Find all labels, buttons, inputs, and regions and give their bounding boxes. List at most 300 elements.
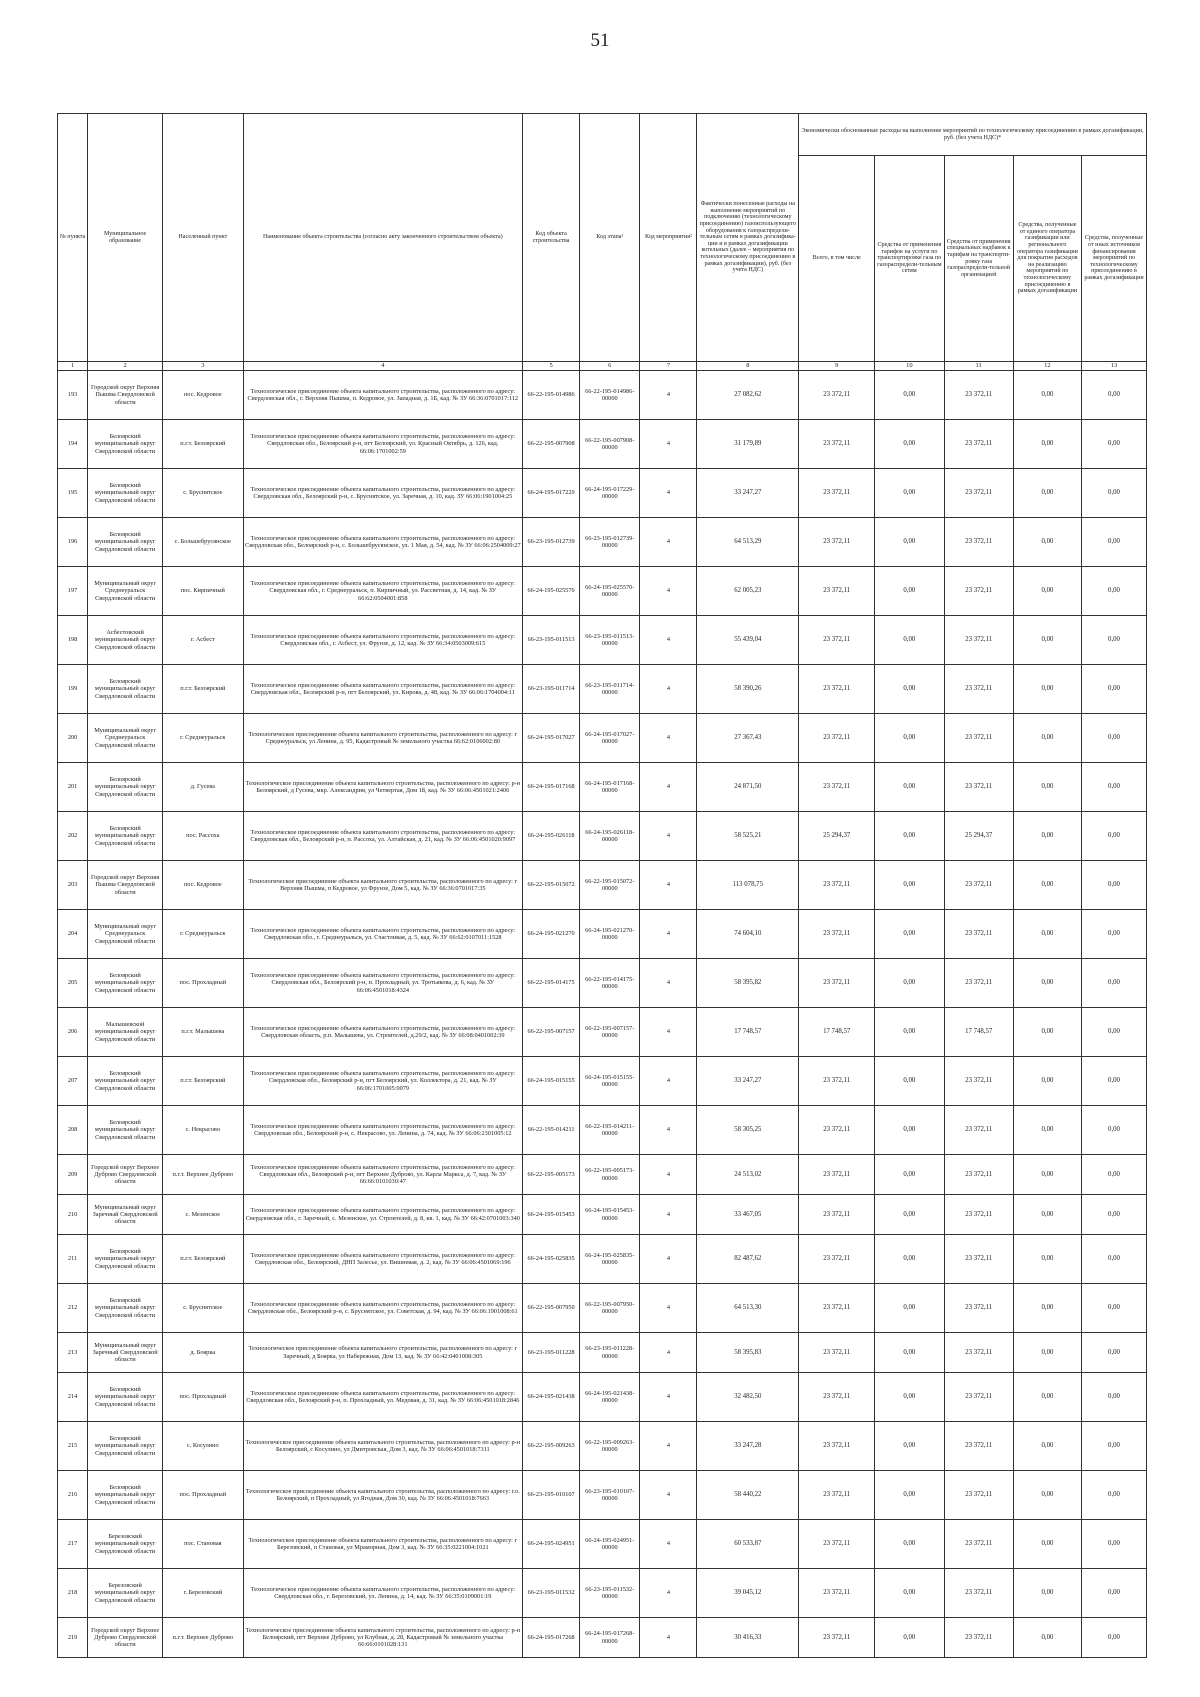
cell-object-code: 66-22-195-015072 xyxy=(523,861,580,910)
cell-other-funds: 0,00 xyxy=(1082,1106,1147,1155)
cell-row-number: 206 xyxy=(58,1008,88,1057)
cell-markup-funds: 23 372,11 xyxy=(944,1155,1013,1195)
cell-total: 23 372,11 xyxy=(799,665,875,714)
cell-markup-funds: 23 372,11 xyxy=(944,910,1013,959)
cell-activity-code: 4 xyxy=(640,714,697,763)
cell-markup-funds: 23 372,11 xyxy=(944,1195,1013,1235)
cell-activity-code: 4 xyxy=(640,1471,697,1520)
cell-tariff-funds: 0,00 xyxy=(875,861,944,910)
cell-markup-funds: 23 372,11 xyxy=(944,616,1013,665)
cell-row-number: 212 xyxy=(58,1284,88,1333)
cell-operator-funds: 0,00 xyxy=(1013,1008,1081,1057)
cell-actual-costs: 58 525,21 xyxy=(697,812,799,861)
cell-object-name: Технологическое присоединение объекта капитального строительства, расположенного по адресу: г Верхняя Пышма, п Кедровое, ул Фрунзе, Дом 5, кад. № ЗУ 66:36:0701017:35 xyxy=(243,861,523,910)
table-row xyxy=(58,371,1147,420)
cell-row-number: 202 xyxy=(58,812,88,861)
cell-row-number: 196 xyxy=(58,518,88,567)
cell-operator-funds: 0,00 xyxy=(1013,616,1081,665)
cell-other-funds: 0,00 xyxy=(1082,714,1147,763)
cell-settlement: г. Среднеуральск xyxy=(163,714,243,763)
cell-row-number: 200 xyxy=(58,714,88,763)
cell-row-number: 215 xyxy=(58,1422,88,1471)
cell-object-code: 66-24-195-017027 xyxy=(523,714,580,763)
cell-activity-code: 4 xyxy=(640,763,697,812)
cell-municipality: Городской округ Верхняя Пышма Свердловской области xyxy=(88,371,163,420)
cell-row-number: 214 xyxy=(58,1373,88,1422)
cell-total: 23 372,11 xyxy=(799,1373,875,1422)
table-row xyxy=(58,959,1147,1008)
cell-object-code: 66-23-195-010107 xyxy=(523,1471,580,1520)
cell-object-name: Технологическое присоединение объекта капитального строительства, расположенного по адресу: Свердловская обл., г. Заречный, с. Мезенское, ул. Строителей, д. 8, кв. 1, кад. № ЗУ 66:42:0701003:340 xyxy=(243,1195,523,1235)
cell-stage-code: 66-24-195-017268-00000 xyxy=(580,1618,640,1658)
cell-tariff-funds: 0,00 xyxy=(875,469,944,518)
cell-settlement: с. Большебрусянское xyxy=(163,518,243,567)
table-row xyxy=(58,1284,1147,1333)
cell-actual-costs: 55 439,04 xyxy=(697,616,799,665)
page-number: 51 xyxy=(590,30,610,51)
cell-settlement: пос. Рассоха xyxy=(163,812,243,861)
column-number: 12 xyxy=(1013,362,1081,371)
cell-activity-code: 4 xyxy=(640,910,697,959)
table-row xyxy=(58,861,1147,910)
cell-actual-costs: 27 082,62 xyxy=(697,371,799,420)
table-row xyxy=(58,616,1147,665)
cell-stage-code: 66-22-195-005173-00000 xyxy=(580,1155,640,1195)
cell-operator-funds: 0,00 xyxy=(1013,1373,1081,1422)
cell-actual-costs: 17 748,57 xyxy=(697,1008,799,1057)
cell-other-funds: 0,00 xyxy=(1082,371,1147,420)
cell-object-code: 66-22-195-014175 xyxy=(523,959,580,1008)
cell-stage-code: 66-22-195-007157-00000 xyxy=(580,1008,640,1057)
cell-total: 23 372,11 xyxy=(799,1471,875,1520)
cell-row-number: 219 xyxy=(58,1618,88,1658)
cell-municipality: Белоярский муниципальный округ Свердловской области xyxy=(88,665,163,714)
cell-operator-funds: 0,00 xyxy=(1013,1106,1081,1155)
cell-tariff-funds: 0,00 xyxy=(875,371,944,420)
cell-row-number: 213 xyxy=(58,1333,88,1373)
cell-total: 23 372,11 xyxy=(799,1422,875,1471)
cell-stage-code: 66-24-195-021270-00000 xyxy=(580,910,640,959)
cell-tariff-funds: 0,00 xyxy=(875,1373,944,1422)
cell-other-funds: 0,00 xyxy=(1082,910,1147,959)
cell-row-number: 199 xyxy=(58,665,88,714)
cell-other-funds: 0,00 xyxy=(1082,1520,1147,1569)
cell-activity-code: 4 xyxy=(640,959,697,1008)
cell-activity-code: 4 xyxy=(640,1373,697,1422)
cell-markup-funds: 23 372,11 xyxy=(944,1422,1013,1471)
table-row xyxy=(58,1057,1147,1106)
cell-actual-costs: 82 487,62 xyxy=(697,1235,799,1284)
cell-object-code: 66-22-195-009263 xyxy=(523,1422,580,1471)
cell-activity-code: 4 xyxy=(640,1520,697,1569)
cell-object-code: 66-24-195-021438 xyxy=(523,1373,580,1422)
cell-row-number: 218 xyxy=(58,1569,88,1618)
cell-other-funds: 0,00 xyxy=(1082,1471,1147,1520)
cell-tariff-funds: 0,00 xyxy=(875,1520,944,1569)
column-number: 6 xyxy=(580,362,640,371)
cell-object-name: Технологическое присоединение объекта капитального строительства, расположенного по адресу: Свердловская обл., г. Верхняя Пышма, п. Кедровое, ул. Западная, д. 1Б, кад. № ЗУ 66:36:0701017:112 xyxy=(243,371,523,420)
cell-stage-code: 66-23-195-011714-00000 xyxy=(580,665,640,714)
cell-markup-funds: 23 372,11 xyxy=(944,518,1013,567)
cell-row-number: 193 xyxy=(58,371,88,420)
cell-markup-funds: 23 372,11 xyxy=(944,1520,1013,1569)
cell-operator-funds: 0,00 xyxy=(1013,518,1081,567)
table-row xyxy=(58,420,1147,469)
cell-actual-costs: 31 179,89 xyxy=(697,420,799,469)
table-row xyxy=(58,518,1147,567)
cell-row-number: 201 xyxy=(58,763,88,812)
column-number: 5 xyxy=(523,362,580,371)
header-no: № пункта xyxy=(58,114,88,362)
cell-stage-code: 66-23-195-011228-00000 xyxy=(580,1333,640,1373)
cell-object-name: Технологическое присоединение объекта капитального строительства, расположенного по адресу: Свердловская обл., Белоярский, ДНП Залесье, ул. Вишневая, д. 2, кад. № ЗУ 66:06:4501069:196 xyxy=(243,1235,523,1284)
cell-tariff-funds: 0,00 xyxy=(875,1155,944,1195)
table-header xyxy=(58,114,1147,371)
cell-object-name: Технологическое присоединение объекта капитального строительства, расположенного по адресу: г Заречный, д Боярка, ул Набережная, Дом 13, кад. № ЗУ 66:42:0401008:305 xyxy=(243,1333,523,1373)
cell-municipality: Белоярский муниципальный округ Свердловской области xyxy=(88,469,163,518)
header-justified-costs-group: Экономически обоснованные расходы на выполнение мероприятий по технологическому присоединению в рамках догазификации, руб. (без учета НДС)* xyxy=(799,114,1147,156)
cell-object-code: 66-23-195-011513 xyxy=(523,616,580,665)
cell-markup-funds: 23 372,11 xyxy=(944,1569,1013,1618)
column-number: 7 xyxy=(640,362,697,371)
table-row xyxy=(58,469,1147,518)
cell-total: 23 372,11 xyxy=(799,1057,875,1106)
cell-activity-code: 4 xyxy=(640,420,697,469)
cell-actual-costs: 58 305,25 xyxy=(697,1106,799,1155)
cell-other-funds: 0,00 xyxy=(1082,1569,1147,1618)
table-body xyxy=(58,371,1147,1658)
cell-stage-code: 66-24-195-017168-00000 xyxy=(580,763,640,812)
cell-stage-code: 66-24-195-026118-00000 xyxy=(580,812,640,861)
cell-actual-costs: 30 416,33 xyxy=(697,1618,799,1658)
cell-other-funds: 0,00 xyxy=(1082,1155,1147,1195)
cell-operator-funds: 0,00 xyxy=(1013,469,1081,518)
cell-settlement: пос. Кедровое xyxy=(163,371,243,420)
cell-markup-funds: 23 372,11 xyxy=(944,469,1013,518)
table-row xyxy=(58,1155,1147,1195)
cell-actual-costs: 24 871,50 xyxy=(697,763,799,812)
cell-object-name: Технологическое присоединение объекта капитального строительства, расположенного по адресу: Свердловская обл., Белоярский р-н, п. Прохладный, ул. Тротьякова, д. 6, кад. № ЗУ 66:06:4501018:4324 xyxy=(243,959,523,1008)
cell-object-code: 66-24-195-026118 xyxy=(523,812,580,861)
cell-activity-code: 4 xyxy=(640,1008,697,1057)
cell-activity-code: 4 xyxy=(640,665,697,714)
cell-object-name: Технологическое присоединение объекта капитального строительства, расположенного по адресу: Свердловская обл., г. Среднеуральск, п. Кирпичный, ул. Рассветная, д. 14, кад. № ЗУ 66:62:0504001:858 xyxy=(243,567,523,616)
cell-stage-code: 66-24-195-017229-00000 xyxy=(580,469,640,518)
cell-municipality: Белоярский муниципальный округ Свердловской области xyxy=(88,1057,163,1106)
cell-object-code: 66-24-195-015155 xyxy=(523,1057,580,1106)
cell-settlement: пос. Прохладный xyxy=(163,1471,243,1520)
column-number-row xyxy=(58,362,1147,371)
cell-actual-costs: 33 247,27 xyxy=(697,469,799,518)
cell-other-funds: 0,00 xyxy=(1082,1333,1147,1373)
cell-settlement: с. Косулино xyxy=(163,1422,243,1471)
cell-total: 23 372,11 xyxy=(799,469,875,518)
cell-tariff-funds: 0,00 xyxy=(875,812,944,861)
cell-activity-code: 4 xyxy=(640,1195,697,1235)
cell-tariff-funds: 0,00 xyxy=(875,1422,944,1471)
cell-municipality: Городской округ Верхнее Дуброво Свердловской области xyxy=(88,1618,163,1658)
cell-markup-funds: 23 372,11 xyxy=(944,665,1013,714)
cell-row-number: 207 xyxy=(58,1057,88,1106)
cell-other-funds: 0,00 xyxy=(1082,1284,1147,1333)
table-row xyxy=(58,1106,1147,1155)
cell-settlement: д. Гусева xyxy=(163,763,243,812)
cell-object-code: 66-24-195-017229 xyxy=(523,469,580,518)
table-row xyxy=(58,1471,1147,1520)
cell-markup-funds: 23 372,11 xyxy=(944,1333,1013,1373)
cell-total: 23 372,11 xyxy=(799,763,875,812)
cell-total: 23 372,11 xyxy=(799,910,875,959)
cell-other-funds: 0,00 xyxy=(1082,1235,1147,1284)
cell-actual-costs: 33 467,05 xyxy=(697,1195,799,1235)
cell-municipality: Белоярский муниципальный округ Свердловской области xyxy=(88,518,163,567)
cell-markup-funds: 23 372,11 xyxy=(944,1284,1013,1333)
cell-total: 23 372,11 xyxy=(799,1155,875,1195)
table-row xyxy=(58,1373,1147,1422)
cell-activity-code: 4 xyxy=(640,518,697,567)
header-total: Всего, в том числе xyxy=(799,156,875,362)
cell-operator-funds: 0,00 xyxy=(1013,567,1081,616)
cell-tariff-funds: 0,00 xyxy=(875,1284,944,1333)
cell-other-funds: 0,00 xyxy=(1082,567,1147,616)
cell-activity-code: 4 xyxy=(640,1422,697,1471)
cell-municipality: Белоярский муниципальный округ Свердловской области xyxy=(88,959,163,1008)
cell-actual-costs: 58 440,22 xyxy=(697,1471,799,1520)
column-number: 9 xyxy=(799,362,875,371)
cell-municipality: Белоярский муниципальный округ Свердловской области xyxy=(88,1422,163,1471)
cell-object-code: 66-22-195-014211 xyxy=(523,1106,580,1155)
cell-tariff-funds: 0,00 xyxy=(875,1057,944,1106)
cell-settlement: пос. Становая xyxy=(163,1520,243,1569)
cell-object-name: Технологическое присоединение объекта капитального строительства, расположенного по адресу: г Среднеуральск, ул Ленина, д. 95, Кадастровый № земельного участка 66:62:0106002:80 xyxy=(243,714,523,763)
cell-other-funds: 0,00 xyxy=(1082,616,1147,665)
header-stage-code: Код этапа¹ xyxy=(580,114,640,362)
cell-other-funds: 0,00 xyxy=(1082,1057,1147,1106)
cell-stage-code: 66-24-195-017027-00000 xyxy=(580,714,640,763)
cell-operator-funds: 0,00 xyxy=(1013,1155,1081,1195)
cell-operator-funds: 0,00 xyxy=(1013,1195,1081,1235)
cell-municipality: Белоярский муниципальный округ Свердловской области xyxy=(88,1284,163,1333)
cell-object-name: Технологическое присоединение объекта капитального строительства, расположенного по адресу: Свердловская обл., Белоярский р-н, пгт Белоярский, ул. Кирова, д. 48, кад. № ЗУ 66:06:1704004:11 xyxy=(243,665,523,714)
cell-object-name: Технологическое присоединение объекта капитального строительства, расположенного по адресу: Свердловская обл., Белоярский р-н, с. Большебрусянское, ул. 1 Мая, д. 54, кад. № ЗУ 66:06:2504009:27 xyxy=(243,518,523,567)
connection-costs-table xyxy=(57,113,1147,1658)
cell-actual-costs: 58 395,82 xyxy=(697,959,799,1008)
cell-operator-funds: 0,00 xyxy=(1013,1471,1081,1520)
table-row xyxy=(58,1422,1147,1471)
table-row xyxy=(58,567,1147,616)
cell-other-funds: 0,00 xyxy=(1082,518,1147,567)
cell-total: 23 372,11 xyxy=(799,518,875,567)
cell-settlement: п.г.т. Верхнее Дуброво xyxy=(163,1155,243,1195)
cell-settlement: с. Бруснятское xyxy=(163,469,243,518)
cell-stage-code: 66-22-195-014986-00000 xyxy=(580,371,640,420)
cell-object-name: Технологическое присоединение объекта капитального строительства, расположенного по адресу: р-н Белоярский, пгт Верхнее Дуброво, ул Клубная, д. 28, Кадастровый № земельного участка 66:66:0101028:131 xyxy=(243,1618,523,1658)
cell-operator-funds: 0,00 xyxy=(1013,1057,1081,1106)
cell-stage-code: 66-22-195-009263-00000 xyxy=(580,1422,640,1471)
table-row xyxy=(58,1008,1147,1057)
cell-total: 25 294,37 xyxy=(799,812,875,861)
cell-tariff-funds: 0,00 xyxy=(875,1235,944,1284)
cell-operator-funds: 0,00 xyxy=(1013,714,1081,763)
cell-actual-costs: 32 482,50 xyxy=(697,1373,799,1422)
column-number: 13 xyxy=(1082,362,1147,371)
cell-total: 23 372,11 xyxy=(799,1333,875,1373)
cell-object-name: Технологическое присоединение объекта капитального строительства, расположенного по адресу: Свердловская обл., Белоярский р-н, с. Бруснятское, ул. Заречная, д. 10, кад. ЗУ 66:06:1901004:25 xyxy=(243,469,523,518)
cell-tariff-funds: 0,00 xyxy=(875,616,944,665)
cell-activity-code: 4 xyxy=(640,1569,697,1618)
cell-settlement: с. Мезенское xyxy=(163,1195,243,1235)
cell-activity-code: 4 xyxy=(640,567,697,616)
cell-total: 23 372,11 xyxy=(799,1569,875,1618)
cell-tariff-funds: 0,00 xyxy=(875,1569,944,1618)
cell-actual-costs: 58 395,83 xyxy=(697,1333,799,1373)
cell-tariff-funds: 0,00 xyxy=(875,763,944,812)
header-actual-costs: Фактически понесенные расходы на выполнение мероприятий по подключению (технологическому присоединению) газоиспользующего оборудования к газораспредели-тельным сетям в рамках догазифика-ции и в рамках догазификации котельных (далее – мероприятия по технологическому присоединению в рамках догазификации), руб. (без учета НДС) xyxy=(697,114,799,362)
cell-municipality: Муниципальный округ Среднеуральск Свердловской области xyxy=(88,567,163,616)
cell-stage-code: 66-23-195-010107-00000 xyxy=(580,1471,640,1520)
cell-object-name: Технологическое присоединение объекта капитального строительства, расположенного по адресу: г.о. Белоярский, п Прохладный, ул Ягодная, Дом 30, кад. № ЗУ 66:06:4501018:7663 xyxy=(243,1471,523,1520)
cell-municipality: Березовский муниципальный округ Свердловской области xyxy=(88,1569,163,1618)
cell-settlement: г. Среднеуральск xyxy=(163,910,243,959)
cell-settlement: г. Асбест xyxy=(163,616,243,665)
cell-other-funds: 0,00 xyxy=(1082,420,1147,469)
cell-markup-funds: 23 372,11 xyxy=(944,1057,1013,1106)
cell-object-name: Технологическое присоединение объекта капитального строительства, расположенного по адресу: Свердловская обл., Белоярский р-н, с. Некрасово, ул. Ленина, д. 74, кад. № ЗУ 66:06:2301005:12 xyxy=(243,1106,523,1155)
cell-operator-funds: 0,00 xyxy=(1013,959,1081,1008)
cell-municipality: Городской округ Верхняя Пышма Свердловской области xyxy=(88,861,163,910)
cell-other-funds: 0,00 xyxy=(1082,861,1147,910)
cell-row-number: 194 xyxy=(58,420,88,469)
cell-settlement: пос. Прохладный xyxy=(163,959,243,1008)
cell-tariff-funds: 0,00 xyxy=(875,420,944,469)
cell-activity-code: 4 xyxy=(640,1155,697,1195)
cell-actual-costs: 58 390,26 xyxy=(697,665,799,714)
cell-municipality: Белоярский муниципальный округ Свердловской области xyxy=(88,812,163,861)
cell-activity-code: 4 xyxy=(640,371,697,420)
cell-activity-code: 4 xyxy=(640,616,697,665)
cell-operator-funds: 0,00 xyxy=(1013,861,1081,910)
table-row xyxy=(58,714,1147,763)
cell-municipality: Асбестовский муниципальный округ Свердловской области xyxy=(88,616,163,665)
cell-object-code: 66-24-195-021270 xyxy=(523,910,580,959)
cell-operator-funds: 0,00 xyxy=(1013,420,1081,469)
cell-markup-funds: 23 372,11 xyxy=(944,1471,1013,1520)
cell-row-number: 217 xyxy=(58,1520,88,1569)
cell-actual-costs: 24 513,02 xyxy=(697,1155,799,1195)
cell-markup-funds: 23 372,11 xyxy=(944,1618,1013,1658)
cell-other-funds: 0,00 xyxy=(1082,1422,1147,1471)
cell-row-number: 216 xyxy=(58,1471,88,1520)
cell-settlement: п.г.т. Малышева xyxy=(163,1008,243,1057)
table-row xyxy=(58,1520,1147,1569)
cell-activity-code: 4 xyxy=(640,469,697,518)
cell-other-funds: 0,00 xyxy=(1082,665,1147,714)
cell-row-number: 208 xyxy=(58,1106,88,1155)
cell-object-code: 66-24-195-025570 xyxy=(523,567,580,616)
cell-other-funds: 0,00 xyxy=(1082,469,1147,518)
cell-municipality: Белоярский муниципальный округ Свердловской области xyxy=(88,1235,163,1284)
cell-operator-funds: 0,00 xyxy=(1013,1569,1081,1618)
cell-settlement: п.г.т. Белоярский xyxy=(163,1057,243,1106)
cell-object-code: 66-23-195-011714 xyxy=(523,665,580,714)
cell-stage-code: 66-22-195-015072-00000 xyxy=(580,861,640,910)
cell-activity-code: 4 xyxy=(640,1235,697,1284)
column-number: 1 xyxy=(58,362,88,371)
cell-total: 23 372,11 xyxy=(799,616,875,665)
cell-object-name: Технологическое присоединение объекта капитального строительства, расположенного по адресу: Свердловская обл., Белоярский р-н, пгт Белоярский, ул. Красный Октябрь, д. 126, кад. 66:06:1701002:59 xyxy=(243,420,523,469)
cell-stage-code: 66-22-195-014175-00000 xyxy=(580,959,640,1008)
cell-object-code: 66-24-195-024951 xyxy=(523,1520,580,1569)
cell-row-number: 209 xyxy=(58,1155,88,1195)
cell-markup-funds: 23 372,11 xyxy=(944,714,1013,763)
table-row xyxy=(58,1235,1147,1284)
cell-settlement: пос. Прохладный xyxy=(163,1373,243,1422)
cell-activity-code: 4 xyxy=(640,1618,697,1658)
cell-settlement: п.г.т. Белоярский xyxy=(163,665,243,714)
cell-other-funds: 0,00 xyxy=(1082,1618,1147,1658)
cell-settlement: с. Некрасово xyxy=(163,1106,243,1155)
column-number: 8 xyxy=(697,362,799,371)
cell-settlement: г. Березовский xyxy=(163,1569,243,1618)
cell-object-code: 66-22-195-007908 xyxy=(523,420,580,469)
cell-markup-funds: 23 372,11 xyxy=(944,1106,1013,1155)
cell-object-name: Технологическое присоединение объекта капитального строительства, расположенного по адресу: Свердловская обл., Белоярский р-н, п. Рассоха, ул. Алтайская, д. 21, кад. № ЗУ 66:06:4501020:9097 xyxy=(243,812,523,861)
cell-object-name: Технологическое присоединение объекта капитального строительства, расположенного по адресу: р-н Белоярский, д Гусева, мкр. Александрия, ул Четвертая, Дом 18, кад. № ЗУ 66:06:4501021:2406 xyxy=(243,763,523,812)
cell-total: 23 372,11 xyxy=(799,1235,875,1284)
cell-object-name: Технологическое присоединение объекта капитального строительства, расположенного по адресу: Свердловская область, р.п. Малышева, ул. Строителей, д.29/2, кад. № ЗУ 66:08:0401002:39 xyxy=(243,1008,523,1057)
cell-total: 23 372,11 xyxy=(799,371,875,420)
cell-municipality: Белоярский муниципальный округ Свердловской области xyxy=(88,1106,163,1155)
cell-actual-costs: 74 604,10 xyxy=(697,910,799,959)
cell-actual-costs: 33 247,28 xyxy=(697,1422,799,1471)
cell-total: 23 372,11 xyxy=(799,1106,875,1155)
cell-object-code: 66-24-195-017168 xyxy=(523,763,580,812)
cell-markup-funds: 23 372,11 xyxy=(944,1373,1013,1422)
cell-operator-funds: 0,00 xyxy=(1013,1422,1081,1471)
table-row xyxy=(58,1618,1147,1658)
cell-markup-funds: 23 372,11 xyxy=(944,861,1013,910)
cell-stage-code: 66-22-195-014211-00000 xyxy=(580,1106,640,1155)
cell-municipality: Муниципальный округ Заречный Свердловской области xyxy=(88,1333,163,1373)
cell-municipality: Малышевской муниципальный округ Свердловской области xyxy=(88,1008,163,1057)
cell-stage-code: 66-23-195-011513-00000 xyxy=(580,616,640,665)
cell-object-code: 66-22-195-005173 xyxy=(523,1155,580,1195)
cell-municipality: Березовский муниципальный округ Свердловской области xyxy=(88,1520,163,1569)
cell-markup-funds: 23 372,11 xyxy=(944,959,1013,1008)
cell-total: 23 372,11 xyxy=(799,1618,875,1658)
cell-total: 23 372,11 xyxy=(799,861,875,910)
header-tariff-funds: Средства от применения тарифов на услуги по транспортировке газа по газораспредели-тельным сетям xyxy=(875,156,944,362)
cell-municipality: Городской округ Верхнее Дуброво Свердловской области xyxy=(88,1155,163,1195)
cell-object-name: Технологическое присоединение объекта капитального строительства, расположенного по адресу: Свердловская обл., Белоярский р-н, с. Бруснятское, ул. Советская, д. 94, кад. № ЗУ 66:06:1901008:61 xyxy=(243,1284,523,1333)
cell-actual-costs: 39 045,12 xyxy=(697,1569,799,1618)
cell-stage-code: 66-23-195-012739-00000 xyxy=(580,518,640,567)
cell-actual-costs: 62 005,23 xyxy=(697,567,799,616)
cell-total: 23 372,11 xyxy=(799,959,875,1008)
cell-tariff-funds: 0,00 xyxy=(875,1618,944,1658)
cell-object-name: Технологическое присоединение объекта капитального строительства, расположенного по адресу: Свердловская обл., г. Среднеуральск, ул. Счастливая, д. 5, кад. № ЗУ 66:62:0107011:1528 xyxy=(243,910,523,959)
cell-row-number: 204 xyxy=(58,910,88,959)
cell-stage-code: 66-24-195-025570-00000 xyxy=(580,567,640,616)
cell-object-name: Технологическое присоединение объекта капитального строительства, расположенного по адресу: Свердловская обл., Белоярский р-н, п. Прохладный, ул. Медовая, д. 31, кад. № ЗУ 66:06:4501018:2846 xyxy=(243,1373,523,1422)
cell-operator-funds: 0,00 xyxy=(1013,763,1081,812)
header-operator-funds: Средства, полученные от единого оператора газификации или регионального оператора газификации для покрытия расходов на реализацию мероприятий по технологическому присоединению в рамках догазификации xyxy=(1013,156,1081,362)
cell-row-number: 210 xyxy=(58,1195,88,1235)
cell-tariff-funds: 0,00 xyxy=(875,910,944,959)
cell-stage-code: 66-23-195-011532-00000 xyxy=(580,1569,640,1618)
table-row xyxy=(58,812,1147,861)
cell-total: 23 372,11 xyxy=(799,567,875,616)
